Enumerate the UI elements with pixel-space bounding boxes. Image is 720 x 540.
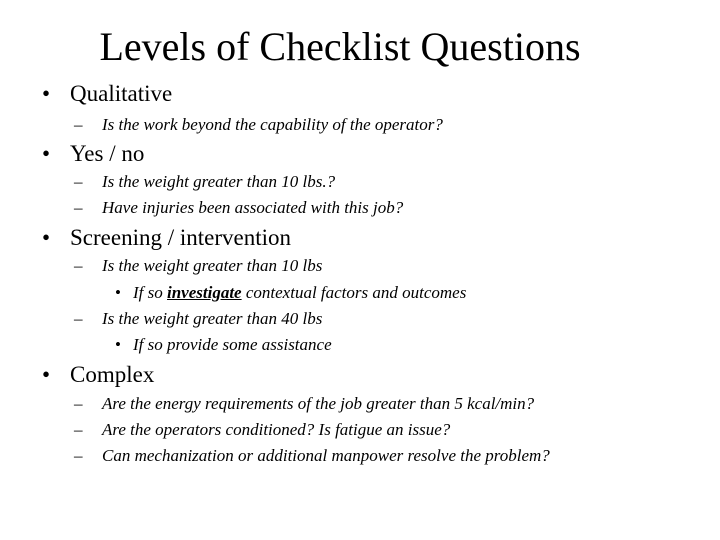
section-label: Complex — [70, 362, 155, 387]
bullet-icon: • — [115, 283, 121, 302]
dash-icon: – — [74, 309, 83, 328]
question-text: Are the operators conditioned? Is fatigue an issue? — [102, 420, 451, 439]
question-item — [74, 445, 550, 467]
question-text: Can mechanization or additional manpower resolve the problem? — [102, 446, 550, 465]
question-item — [74, 393, 534, 415]
section-label: Screening / intervention — [70, 225, 291, 250]
emphasis-text: investigate — [167, 283, 242, 302]
bullet-icon: • — [42, 362, 51, 387]
bullet-icon: • — [42, 225, 51, 250]
sub-item — [115, 282, 466, 304]
section-qualitative — [42, 80, 172, 108]
sub-item — [115, 334, 332, 356]
question-item — [74, 419, 450, 441]
section-yes-no — [42, 140, 144, 168]
question-text: Are the energy requirements of the job greater than 5 kcal/min? — [102, 394, 535, 413]
question-text: Is the work beyond the capability of the operator? — [102, 115, 443, 134]
section-label: Qualitative — [70, 81, 173, 106]
question-item — [74, 308, 322, 330]
slide-title: Levels of Checklist Questions — [99, 24, 581, 69]
dash-icon: – — [74, 420, 83, 439]
question-text: Have injuries been associated with this job? — [102, 198, 404, 217]
question-text: Is the weight greater than 10 lbs.? — [102, 172, 336, 191]
question-text: Is the weight greater than 10 lbs — [102, 256, 323, 275]
sub-item-text: If so provide some assistance — [133, 335, 332, 354]
section-complex — [42, 361, 154, 389]
sub-item-suffix: contextual factors and outcomes — [241, 283, 467, 302]
section-label: Yes / no — [70, 141, 145, 166]
bullet-icon: • — [42, 81, 51, 106]
dash-icon: – — [74, 394, 83, 413]
dash-icon: – — [74, 198, 83, 217]
question-item — [74, 114, 443, 136]
bullet-icon: • — [42, 141, 51, 166]
question-item — [74, 197, 403, 219]
question-text: Is the weight greater than 40 lbs — [102, 309, 323, 328]
sub-item-prefix: If so — [133, 283, 167, 302]
question-item — [74, 255, 322, 277]
question-item — [74, 171, 335, 193]
dash-icon: – — [74, 172, 83, 191]
dash-icon: – — [74, 115, 83, 134]
bullet-icon: • — [115, 335, 121, 354]
section-screening-intervention — [42, 224, 291, 252]
dash-icon: – — [74, 446, 83, 465]
dash-icon: – — [74, 256, 83, 275]
